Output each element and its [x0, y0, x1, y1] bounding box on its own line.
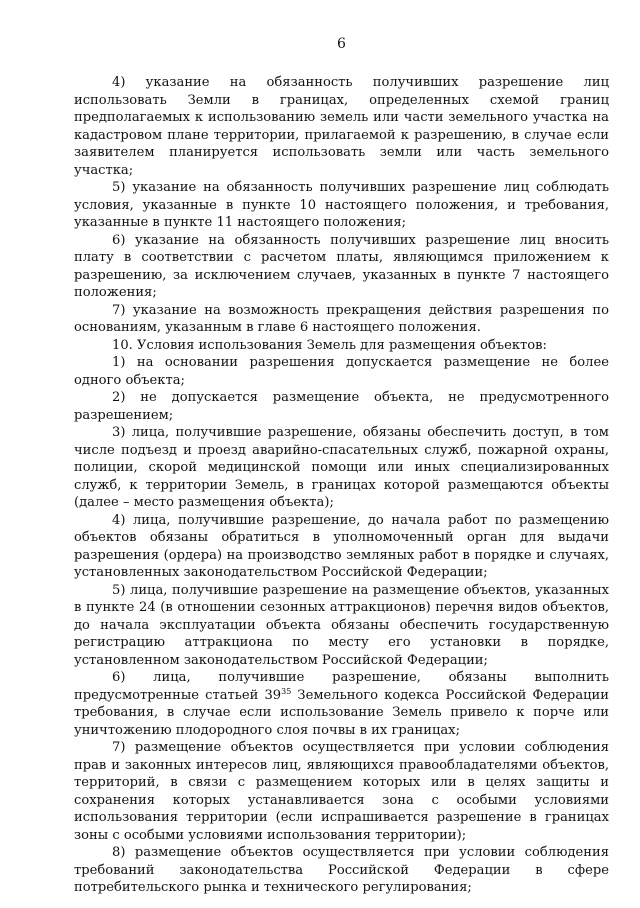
condition-item-6-text-before: 6) лица, получившие разрешение, обязаны выполнить предусмотренные статьей 39	[74, 670, 609, 703]
condition-item-2: 2) не допускается размещение объекта, не предусмотренного разрешением;	[74, 390, 609, 423]
condition-item-1: 1) на основании разрешения допускается размещение не более одного объекта;	[74, 355, 609, 388]
condition-item-4: 4) лица, получившие разрешение, до начала работ по размещению объектов обязаны обратиться в уполномоченный орган для выдачи разрешения (ордера) на производство земляных работ в порядке и случаях, установленных законодательством Российской Федерации;	[74, 512, 609, 580]
paragraph-item-6: 6) указание на обязанность получивших разрешение лиц вносить плату в соответствии с расчетом платы, являющимся приложением к разрешению, за исключением случаев, указанных в пункте 7 настоящего положения;	[74, 232, 609, 300]
paragraph-item-7: 7) указание на возможность прекращения действия разрешения по основаниям, указанным в главе 6 настоящего положения.	[74, 302, 609, 335]
condition-item-7: 7) размещение объектов осуществляется при условии соблюдения прав и законных интересов лиц, являющихся правообладателями объектов, территорий, в связи с размещением которых или в целях защиты и сохранения которых устанавливается зона с особыми условиями использования территории (если испрашивается разрешение в границах зоны с особыми условиями использования территории);	[74, 740, 609, 843]
condition-item-6	[74, 669, 609, 739]
page-number: 6	[337, 36, 346, 52]
article-superscript: 35	[281, 686, 292, 696]
paragraph-item-5: 5) указание на обязанность получивших разрешение лиц соблюдать условия, указанные в пункте 10 настоящего положения, и требования, указанные в пункте 11 настоящего положения;	[74, 180, 609, 230]
paragraph-item-4: 4) указание на обязанность получивших разрешение лиц использовать Земли в границах, определенных схемой границ предполагаемых к использованию земель или части земельного участка на кадастровом плане территории, прилагаемой к разрешению, в случае если заявителем планируется использовать земли или часть земельного участка;	[74, 75, 609, 178]
condition-item-3: 3) лица, получившие разрешение, обязаны обеспечить доступ, в том числе подъезд и проезд аварийно-спасательных служб, пожарной охраны, полиции, скорой медицинской помощи или иных специализированных служб, к территории Земель, в границах которой размещаются объекты (далее – место размещения объекта);	[74, 425, 609, 510]
condition-item-8: 8) размещение объектов осуществляется при условии соблюдения требований законодательства Российской Федерации в сфере потребительского рынка и технического регулирования;	[74, 845, 609, 895]
condition-item-6-text-after: Земельного кодекса Российской Федерации требования, в случае если использование Земель привело к порче или уничтожению плодородного слоя почвы в их границах;	[74, 687, 609, 738]
document-page	[74, 36, 609, 897]
condition-item-5: 5) лица, получившие разрешение на размещение объектов, указанных в пункте 24 (в отношении сезонных аттракционов) перечня видов объектов, до начала эксплуатации объекта обязаны обеспечить государственную регистрацию аттракциона по месту его установки в порядке, установленном законодательством Российской Федерации;	[74, 582, 609, 668]
section-10-heading: 10. Условия использования Земель для размещения объектов:	[112, 337, 547, 353]
